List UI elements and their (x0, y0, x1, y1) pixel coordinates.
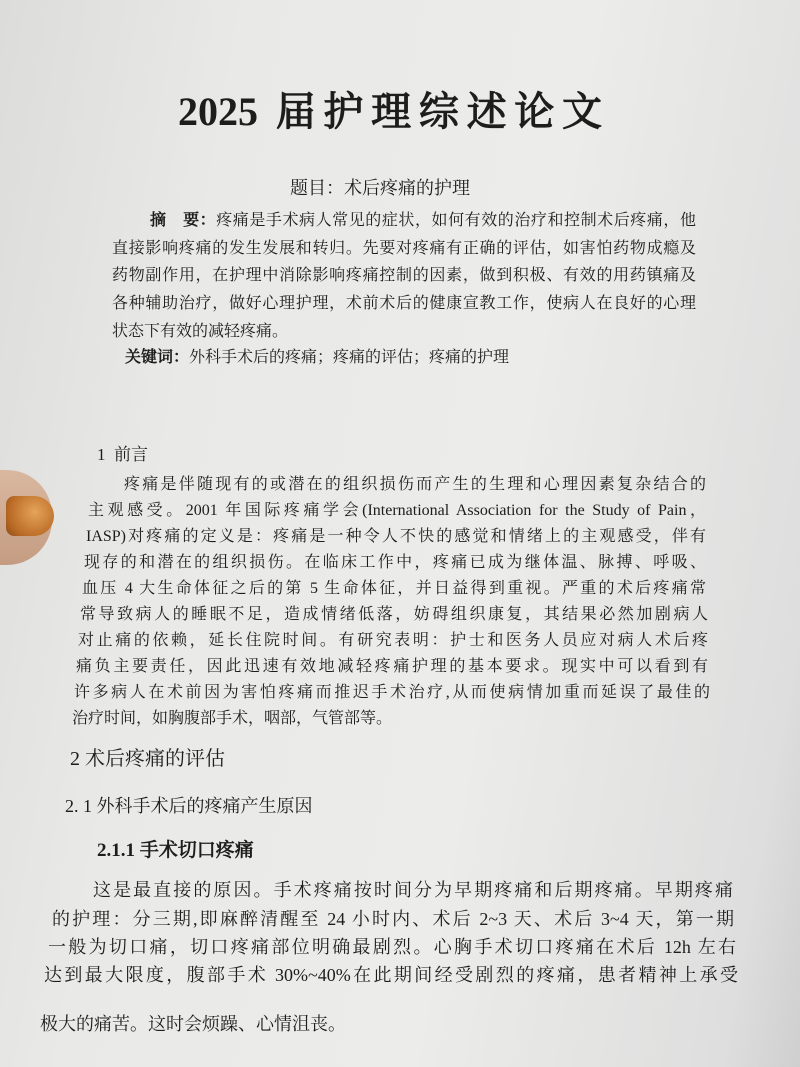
abstract-text: 疼痛是手术病人常见的症状，如何有效的治疗和控制术后疼痛，他 (216, 212, 696, 229)
section-2-line: 的护理：分三期,即麻醉清醒至 24 小时内、术后 2~3 天、术后 3~4 天，第一期 (52, 909, 734, 929)
intro-line: 疼痛是伴随现有的或潜在的组织损伤而产生的生理和心理因素复杂结合的 (124, 476, 706, 493)
keywords (125, 344, 509, 367)
intro-line: 血压 4 大生命体征之后的第 5 生命体征，并日益得到重视。严重的术后疼痛常 (82, 580, 706, 597)
intro-line: 对止痛的依赖，延长住院时间。有研究表明：护士和医务人员应对病人术后疼 (78, 632, 708, 649)
intro-line: IASP)对疼痛的定义是：疼痛是一种令人不快的感觉和情绪上的主观感受，伴有 (86, 528, 706, 545)
abstract-label: 摘 要： (150, 212, 217, 229)
intro-line: 主观感受。2001 年国际疼痛学会(International Association for the Study of Pain， (88, 502, 706, 519)
section-1-heading: 1 前言 (97, 445, 148, 464)
intro-line: 许多病人在术前因为害怕疼痛而推迟手术治疗,从而使病情加重而延误了最佳的 (74, 684, 710, 701)
section-2-line: 达到最大限度，腹部手术 30%~40%在此期间经受剧烈的疼痛，患者精神上承受 (44, 965, 738, 985)
section-2-1-1-heading: 2.1.1 手术切口疼痛 (97, 840, 254, 861)
abstract-line: 药物副作用，在护理中消除影响疼痛控制的因素，做到积极、有效的用药镇痛及 (112, 267, 696, 284)
section-2-1-heading: 2. 1 外科手术后的疼痛产生原因 (65, 796, 313, 816)
intro-line: 痛负主要责任，因此迅速有效地减轻疼痛护理的基本要求。现实中可以看到有 (76, 658, 708, 675)
abstract-line: 直接影响疼痛的发生发展和转归。先要对疼痛有正确的评估，如害怕药物成瘾及 (112, 240, 696, 257)
section-2-line: 这是最直接的原因。手术疼痛按时间分为早期疼痛和后期疼痛。早期疼痛 (93, 880, 733, 900)
intro-line: 现存的和潜在的组织损伤。在临床工作中，疼痛已成为继体温、脉搏、呼吸、 (84, 554, 706, 571)
section-2-line: 一般为切口痛，切口疼痛部位明确最剧烈。心胸手术切口疼痛在术后 12h 左右 (48, 937, 736, 957)
abstract-line: 状态下有效的减轻疼痛。 (112, 323, 289, 340)
intro-line: 常导致病人的睡眠不足，造成情绪低落，妨碍组织康复，其结果必然加剧病人 (80, 606, 708, 623)
document-title: 2025 届护理综述论文 (178, 89, 602, 134)
section-2-heading: 2 术后疼痛的评估 (70, 748, 225, 770)
paper-subtitle: 题目：术后疼痛的护理 (290, 178, 470, 198)
keywords-label: 关键词： (125, 349, 190, 366)
intro-line: 治疗时间，如胸腹部手术，咽部，气管部等。 (72, 710, 393, 727)
section-2-line: 极大的痛苦。这时会烦躁、心情沮丧。 (40, 1014, 346, 1034)
abstract-line: 各种辅助治疗，做好心理护理，术前术后的健康宣教工作，使病人在良好的心理 (112, 295, 696, 312)
keywords-text: 外科手术后的疼痛；疼痛的评估；疼痛的护理 (189, 349, 510, 366)
abstract-line (150, 207, 696, 230)
fingernail (6, 496, 54, 536)
